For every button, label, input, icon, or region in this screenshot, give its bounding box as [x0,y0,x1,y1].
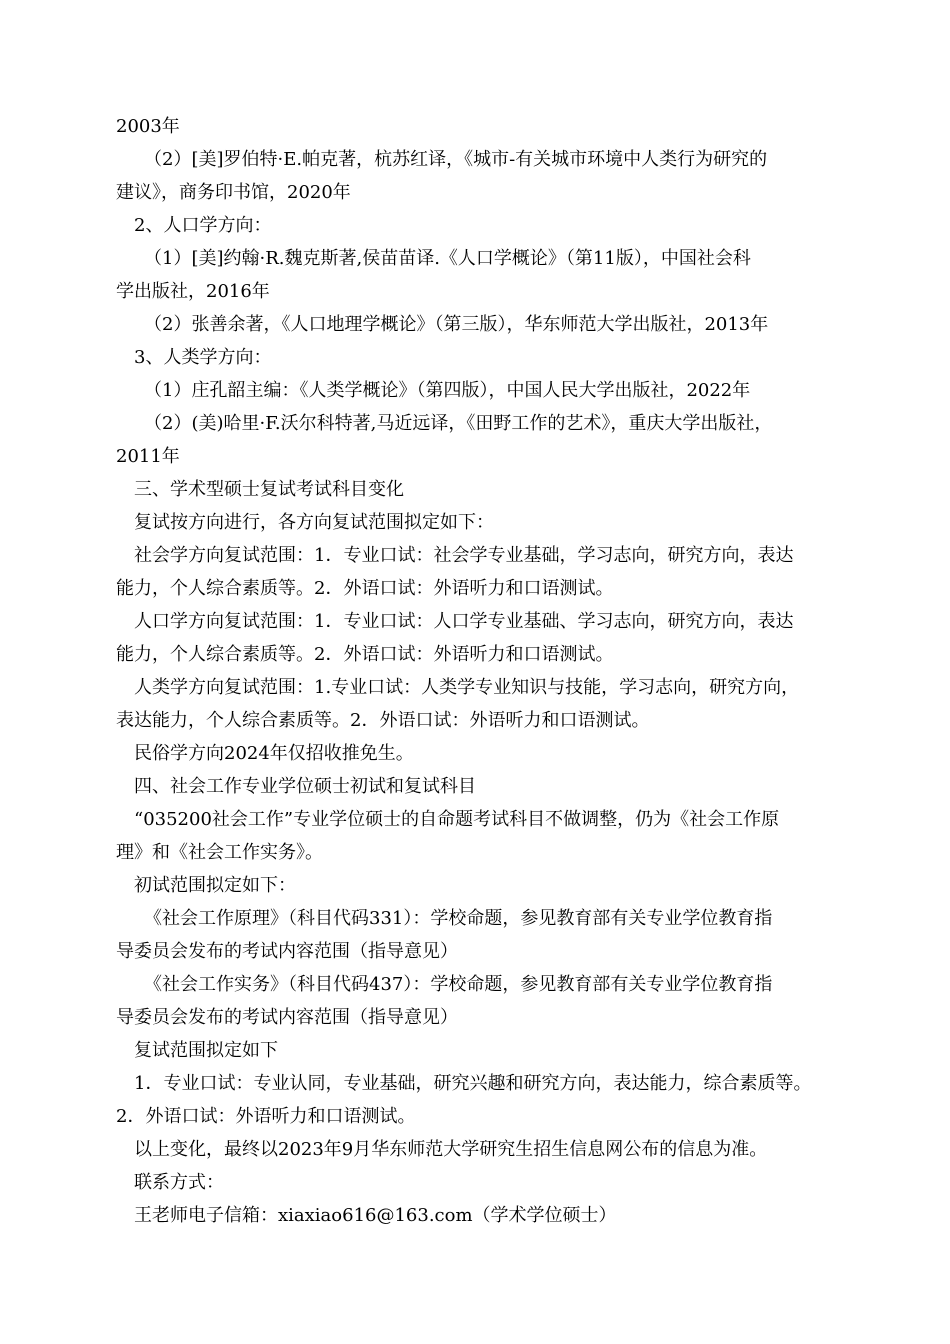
text-line: “035200社会工作”专业学位硕士的自命题考试科目不做调整，仍为《社会工作原 [134,809,780,830]
text-line: 以上变化，最终以2023年9月华东师范大学研究生招生信息网公布的信息为准。 [134,1139,768,1160]
text-line: 2011年 [116,446,180,467]
text-line: 能力，个人综合素质等。2．外语口试：外语听力和口语测试。 [116,578,614,599]
text-line: 《社会工作实务》（科目代码437）：学校命题，参见教育部有关专业学位教育指 [144,974,773,995]
text-line: 理》和《社会工作实务》。 [116,842,323,863]
text-line: 民俗学方向2024年仅招收推免生。 [134,743,414,764]
text-line: 社会学方向复试范围：1．专业口试：社会学专业基础，学习志向，研究方向，表达 [134,545,794,566]
section-heading: 2、人口学方向： [134,215,272,236]
text-line: 表达能力，个人综合素质等。2．外语口试：外语听力和口语测试。 [116,710,650,731]
text-line: 1．专业口试：专业认同，专业基础，研究兴趣和研究方向，表达能力，综合素质等。 [134,1073,812,1094]
text-line: 学出版社，2016年 [116,281,270,302]
text-line: 《社会工作原理》（科目代码331）：学校命题，参见教育部有关专业学位教育指 [144,908,773,929]
text-line: 2003年 [116,116,180,137]
text-line: （2）张善余著，《人口地理学概论》（第三版），华东师范大学出版社，2013年 [144,314,769,335]
text-line: （1）[美]约翰·R.魏克斯著,侯苗苗译.《人口学概论》（第11版），中国社会科 [144,248,751,269]
text-line: 人口学方向复试范围：1．专业口试：人口学专业基础、学习志向，研究方向，表达 [134,611,794,632]
section-heading: 三、学术型硕士复试考试科目变化 [134,479,404,500]
text-line: 2．外语口试：外语听力和口语测试。 [116,1106,416,1127]
document-body [116,110,851,1232]
text-line: 人类学方向复试范围：1.专业口试：人类学专业知识与技能，学习志向，研究方向， [134,677,800,698]
text-line: 导委员会发布的考试内容范围（指导意见） [116,1007,458,1028]
section-heading: 四、社会工作专业学位硕士初试和复试科目 [134,776,476,797]
contact-email-line: 王老师电子信箱：xiaxiao616@163.com（学术学位硕士） [134,1205,617,1226]
text-line: 建议》，商务印书馆，2020年 [116,182,351,203]
text-line: 能力，个人综合素质等。2．外语口试：外语听力和口语测试。 [116,644,614,665]
text-line: （1）庄孔韶主编：《人类学概论》（第四版），中国人民大学出版社，2022年 [144,380,751,401]
text-line: 导委员会发布的考试内容范围（指导意见） [116,941,458,962]
text-line: （2）(美)哈里·F.沃尔科特著,马近远译，《田野工作的艺术》，重庆大学出版社， [144,413,773,434]
text-line: （2）[美]罗伯特·E.帕克著，杭苏红译，《城市-有关城市环境中人类行为研究的 [144,149,768,170]
text-line: 初试范围拟定如下： [134,875,296,896]
section-heading: 3、人类学方向： [134,347,272,368]
text-line: 联系方式： [134,1172,224,1193]
text-line: 复试按方向进行，各方向复试范围拟定如下： [134,512,494,533]
text-line: 复试范围拟定如下 [134,1040,278,1061]
